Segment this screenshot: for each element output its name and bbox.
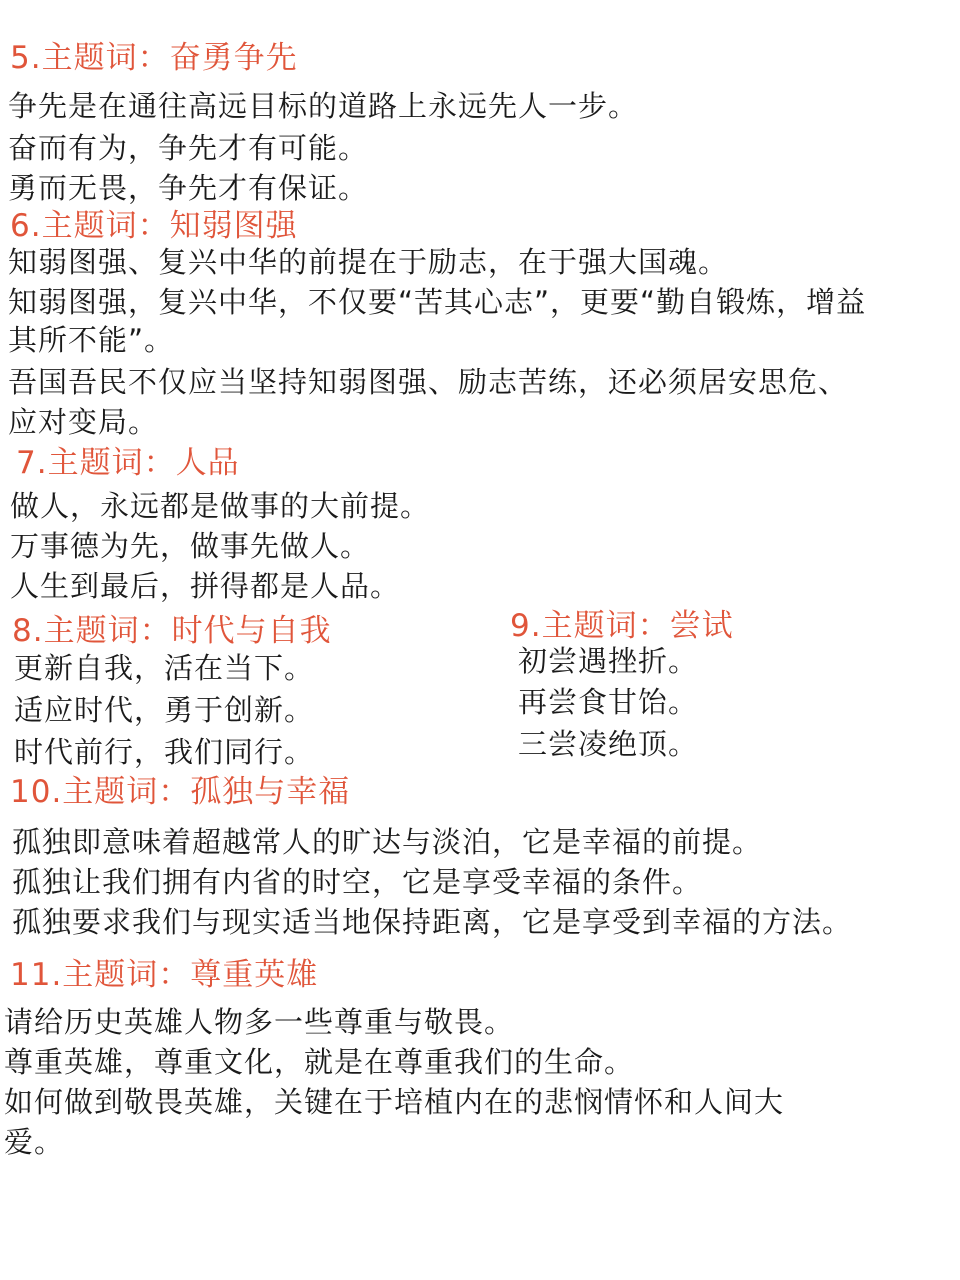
section-9-line-3: 三尝凌绝顶。 xyxy=(518,727,699,761)
section-6-line-2: 知弱图强，复兴中华，不仅要“苦其心志”，更要“勤自锻炼，增益 xyxy=(8,285,867,319)
section-7-line-1: 做人，永远都是做事的大前提。 xyxy=(10,489,431,523)
section-5-line-1: 争先是在通往高远目标的道路上永远先人一步。 xyxy=(8,89,639,123)
section-6-line-3: 其所不能”。 xyxy=(8,323,175,357)
section-8-line-3: 时代前行，我们同行。 xyxy=(14,735,315,769)
section-5-line-2: 奋而有为，争先才有可能。 xyxy=(8,131,369,165)
section-10-line-2: 孤独让我们拥有内省的时空，它是享受幸福的条件。 xyxy=(12,865,703,899)
section-5-heading: 5.主题词：奋勇争先 xyxy=(10,40,298,76)
section-6-heading: 6.主题词：知弱图强 xyxy=(10,208,298,244)
section-11-line-4: 爱。 xyxy=(4,1125,65,1159)
section-7-line-3: 人生到最后，拼得都是人品。 xyxy=(10,569,401,603)
section-9-line-2: 再尝食甘饴。 xyxy=(518,685,699,719)
section-8-line-2: 适应时代，勇于创新。 xyxy=(14,693,315,727)
section-11-line-1: 请给历史英雄人物多一些尊重与敬畏。 xyxy=(4,1005,515,1039)
section-6-line-5: 应对变局。 xyxy=(8,405,159,439)
section-8-heading: 8.主题词：时代与自我 xyxy=(12,613,332,649)
section-8-line-1: 更新自我，活在当下。 xyxy=(14,651,315,685)
section-9-line-1: 初尝遇挫折。 xyxy=(518,644,699,678)
section-6-line-1: 知弱图强、复兴中华的前提在于励志，在于强大国魂。 xyxy=(8,245,729,279)
section-7-heading: 7.主题词：人品 xyxy=(16,445,240,481)
section-11-line-3: 如何做到敬畏英雄，关键在于培植内在的悲悯情怀和人间大 xyxy=(4,1085,785,1119)
section-6-line-4: 吾国吾民不仅应当坚持知弱图强、励志苦练，还必须居安思危、 xyxy=(8,365,849,399)
section-10-heading: 10.主题词：孤独与幸福 xyxy=(10,774,351,810)
section-10-line-3: 孤独要求我们与现实适当地保持距离，它是享受到幸福的方法。 xyxy=(12,905,853,939)
section-7-line-2: 万事德为先，做事先做人。 xyxy=(10,529,371,563)
section-9-heading: 9.主题词：尝试 xyxy=(510,608,734,644)
section-11-heading: 11.主题词：尊重英雄 xyxy=(10,957,319,993)
section-11-line-2: 尊重英雄，尊重文化，就是在尊重我们的生命。 xyxy=(4,1045,635,1079)
section-10-line-1: 孤独即意味着超越常人的旷达与淡泊，它是幸福的前提。 xyxy=(12,825,763,859)
section-5-line-3: 勇而无畏，争先才有保证。 xyxy=(8,171,369,205)
